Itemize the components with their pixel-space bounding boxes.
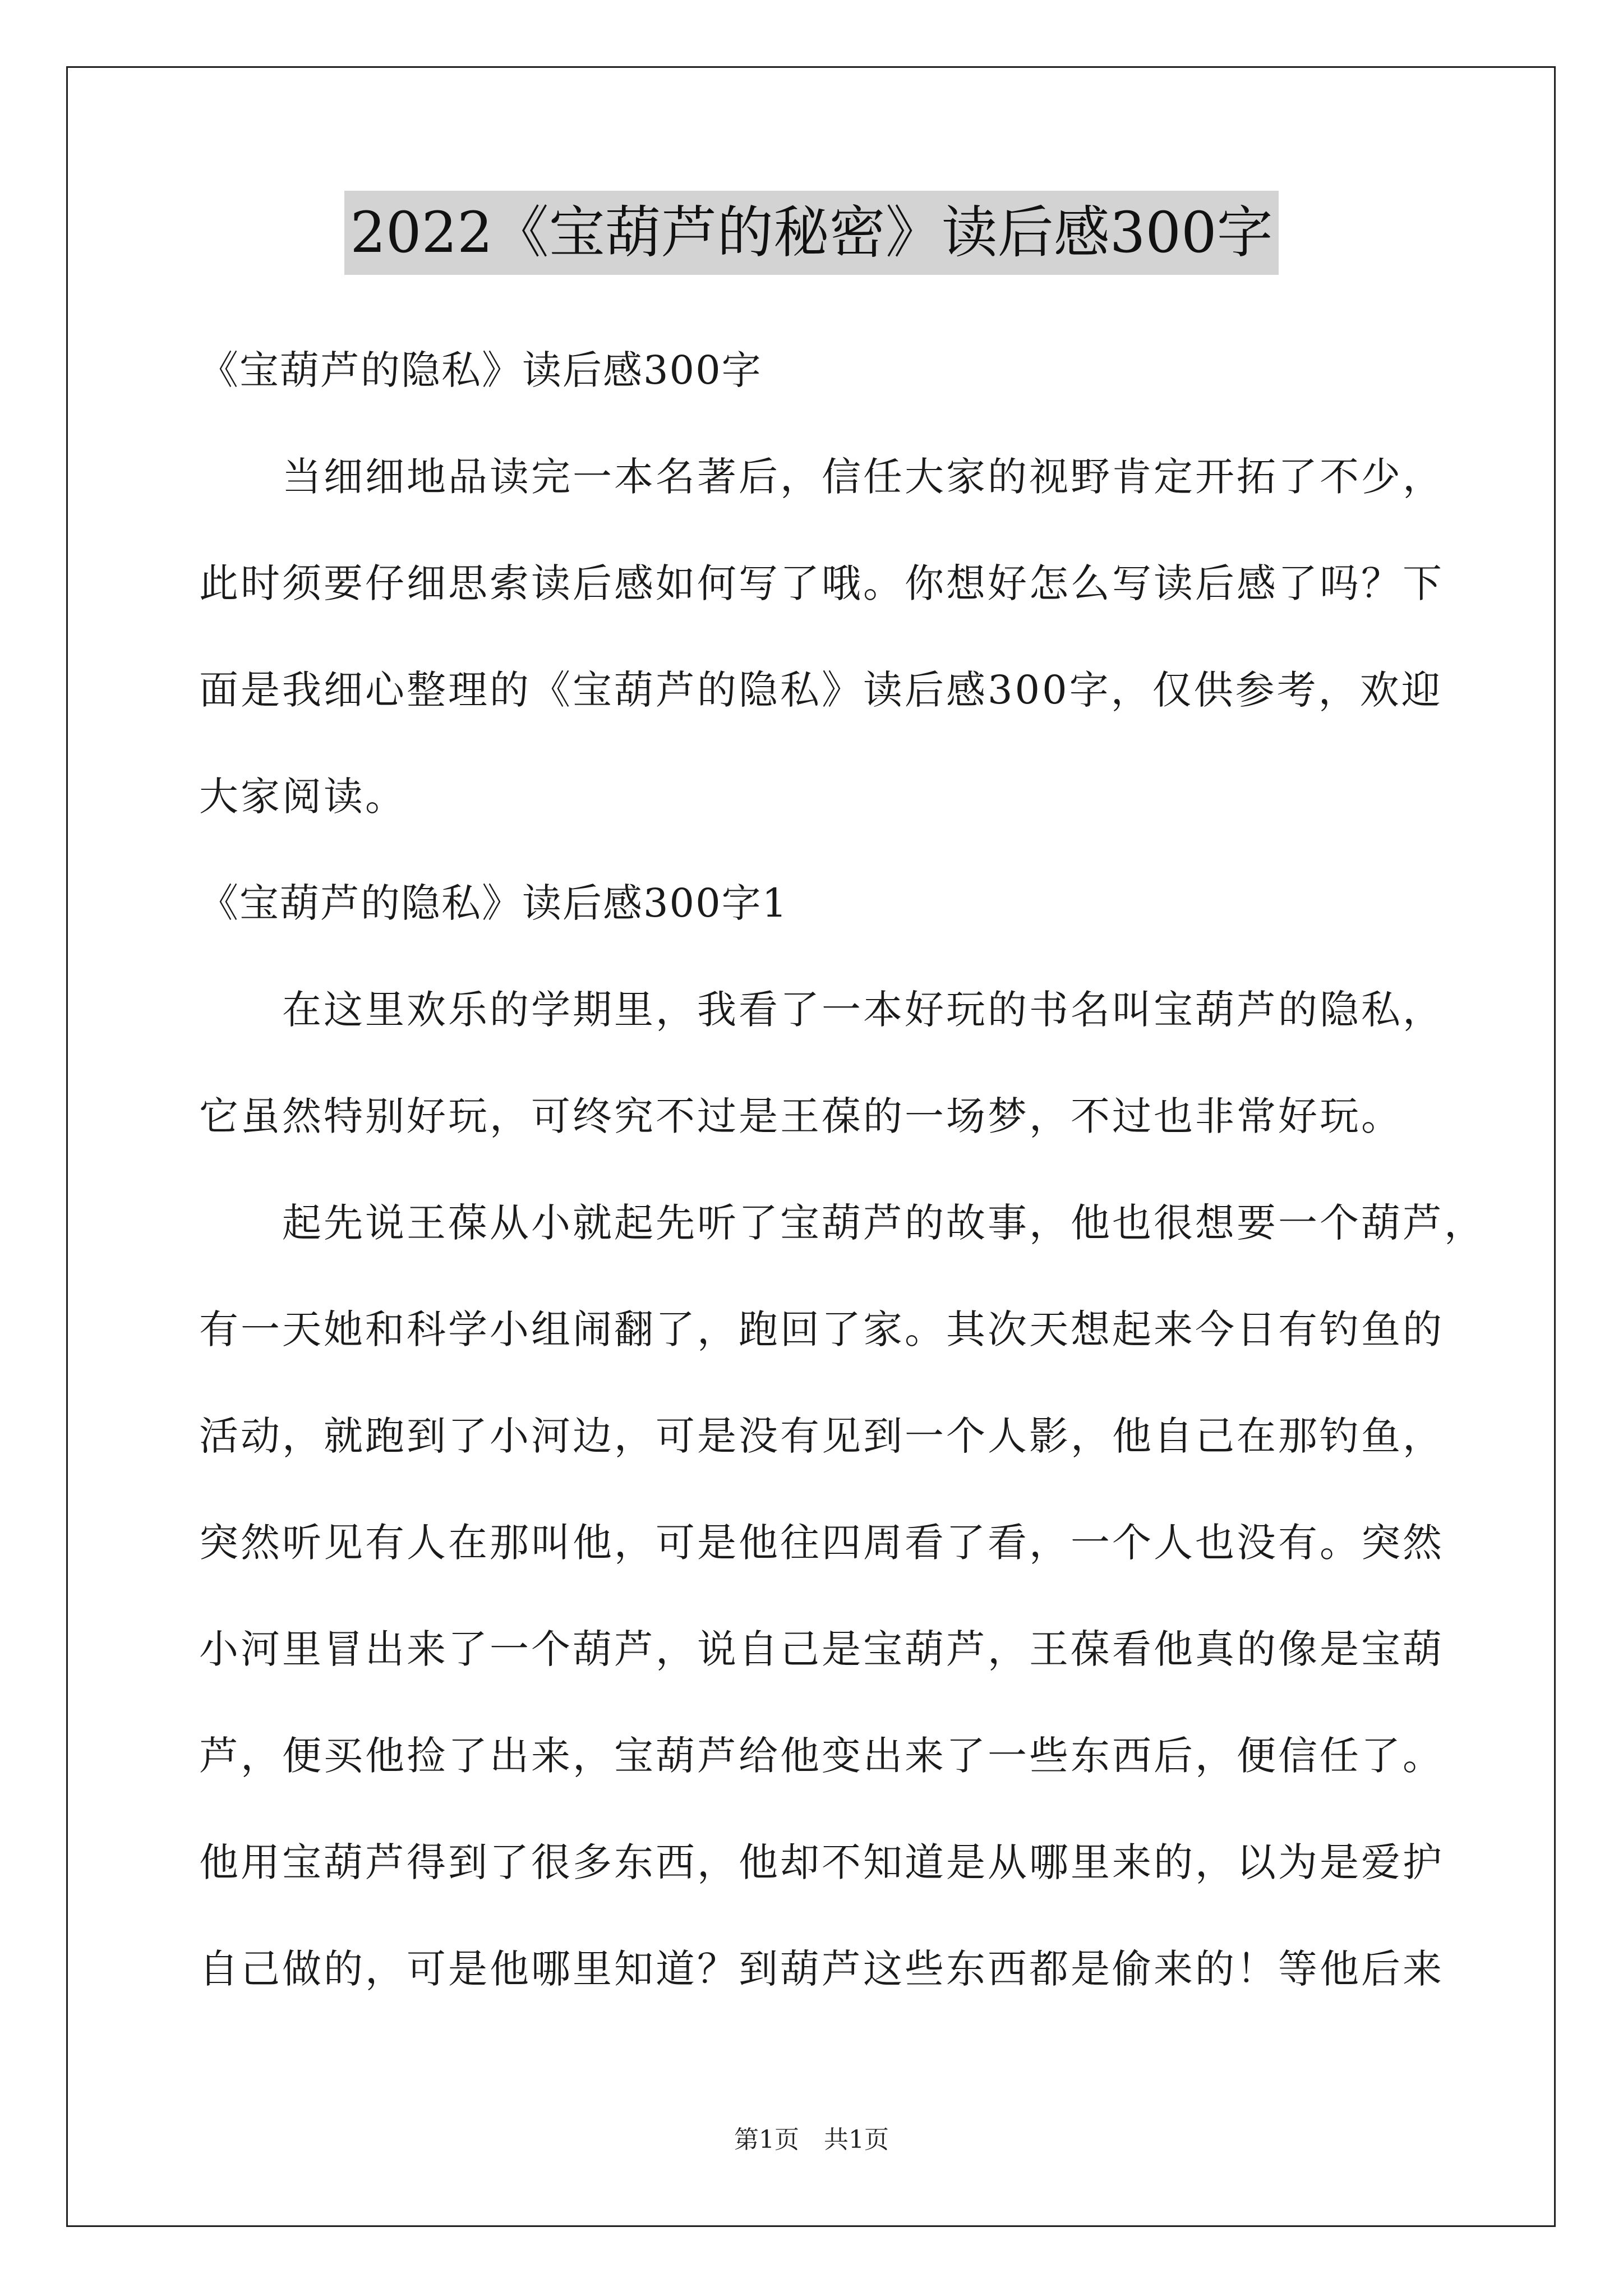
title-wrap — [0, 191, 1623, 275]
paragraph-line: 突然听见有人在那叫他，可是他往四周看了看，一个人也没有。突然 — [199, 1520, 1444, 1566]
paragraph-line: 它虽然特别好玩，可终究不过是王葆的一场梦，不过也非常好玩。 — [199, 1093, 1403, 1139]
section-heading: 《宝葫芦的隐私》读后感300字 — [199, 347, 762, 393]
document-body — [199, 317, 1486, 2022]
document-title: 2022《宝葫芦的秘密》读后感300字 — [344, 191, 1278, 275]
page-number: 第1页 — [734, 2125, 799, 2154]
paragraph-line: 自己做的，可是他哪里知道？到葫芦这些东西都是偷来的！等他后来 — [199, 1946, 1444, 1992]
paragraph-line: 芦，便买他捡了出来，宝葫芦给他变出来了一些东西后，便信任了。 — [199, 1733, 1444, 1779]
section-heading: 《宝葫芦的隐私》读后感300字1 — [199, 880, 789, 926]
page-total: 共1页 — [824, 2125, 889, 2154]
paragraph-line: 此时须要仔细思索读后感如何写了哦。你想好怎么写读后感了吗？下 — [199, 560, 1444, 606]
paragraph-line: 他用宝葫芦得到了很多东西，他却不知道是从哪里来的，以为是爱护 — [199, 1839, 1444, 1885]
page-footer — [0, 2123, 1623, 2157]
paragraph-line: 面是我细心整理的《宝葫芦的隐私》读后感300字，仅供参考，欢迎 — [199, 667, 1443, 713]
paragraph-line: 当细细地品读完一本名著后，信任大家的视野肯定开拓了不少， — [282, 454, 1444, 500]
paragraph-line: 起先说王葆从小就起先听了宝葫芦的故事，他也很想要一个葫芦， — [282, 1200, 1486, 1246]
paragraph-line: 大家阅读。 — [199, 774, 407, 820]
paragraph-line: 有一天她和科学小组闹翻了，跑回了家。其次天想起来今日有钓鱼的 — [199, 1306, 1444, 1352]
paragraph-line: 在这里欢乐的学期里，我看了一本好玩的书名叫宝葫芦的隐私， — [282, 987, 1444, 1033]
paragraph-line: 活动，就跑到了小河边，可是没有见到一个人影，他自己在那钓鱼， — [199, 1413, 1444, 1459]
paragraph-line: 小河里冒出来了一个葫芦，说自己是宝葫芦，王葆看他真的像是宝葫 — [199, 1626, 1444, 1672]
